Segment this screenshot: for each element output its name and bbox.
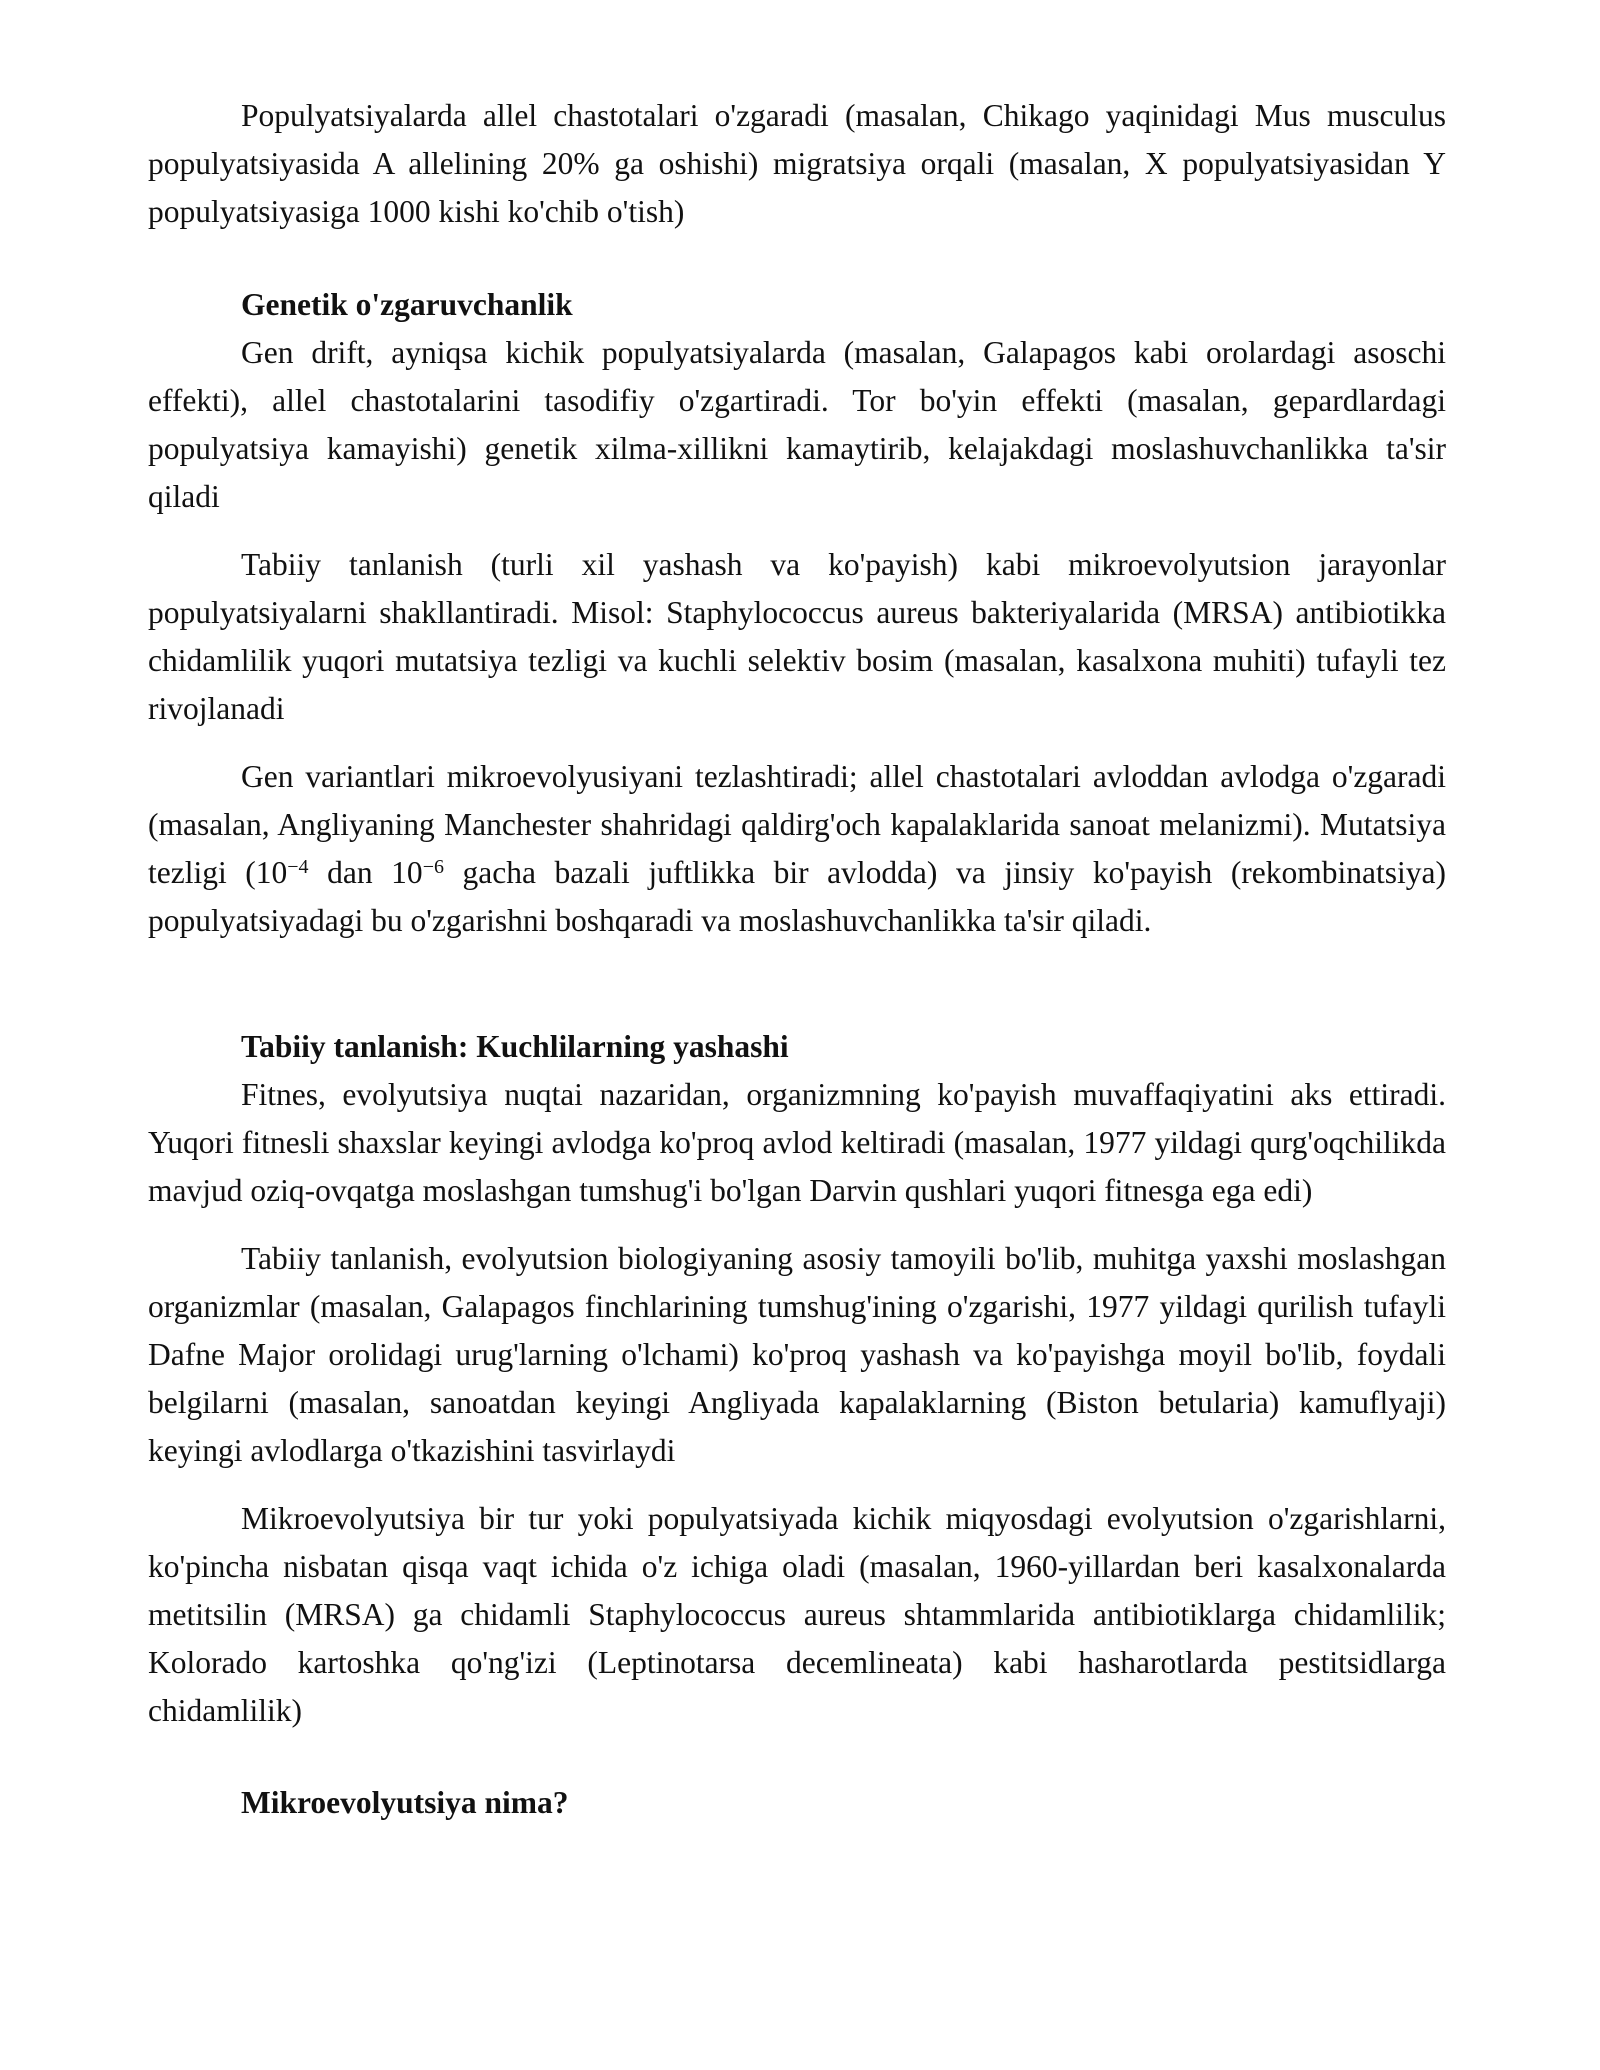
- paragraph-gene-variants-part-3: gacha bazali juftlikka bir avlodda) va jinsiy ko'payish (rekombinatsiya) populyatsiyadagi bu o'zgarishni boshqaradi va moslashuvchanlikka ta'sir qiladi.: [148, 855, 1446, 938]
- heading-genetic-variation: Genetik o'zgaruvchanlik: [241, 287, 573, 322]
- heading-what-is-microevolution: Mikroevolyutsiya nima?: [241, 1785, 569, 1820]
- exponent-minus-4: −4: [287, 856, 309, 878]
- document-page: [148, 92, 1446, 1827]
- exponent-minus-6: −6: [422, 856, 444, 878]
- paragraph-gene-variants: [148, 753, 1446, 945]
- heading-natural-selection: Tabiiy tanlanish: Kuchlilarning yashashi: [241, 1029, 789, 1064]
- paragraph-microevolution-definition: Mikroevolyutsiya bir tur yoki populyatsiyada kichik miqyosdagi evolyutsion o'zgarishlarni, ko'pincha nisbatan qisqa vaqt ichida o'z ichiga oladi (masalan, 1960-yillardan beri kasalxonalarda metitsilin (MRSA) ga chidamli Staphylococcus aureus shtammlarida antibiotiklarga chidamlilik; Kolorado kartoshka qo'ng'izi (Leptinotarsa decemlineata) kabi hasharotlarda pestitsidlarga chidamlilik): [148, 1501, 1446, 1728]
- paragraph-gene-drift: Gen drift, ayniqsa kichik populyatsiyalarda (masalan, Galapagos kabi orolardagi asoschi effekti), allel chastotalarini tasodifiy o'zgartiradi. Tor bo'yin effekti (masalan, gepardlardagi populyatsiya kamayishi) genetik xilma-xillikni kamaytirib, kelajakdagi moslashuvchanlikka ta'sir qiladi: [148, 335, 1446, 514]
- paragraph-fitness: Fitnes, evolyutsiya nuqtai nazaridan, organizmning ko'payish muvaffaqiyatini aks ettiradi. Yuqori fitnesli shaxslar keyingi avlodga ko'proq avlod keltiradi (masalan, 1977 yildagi qurg'oqchilikda mavjud oziq-ovqatga moslashgan tumshug'i bo'lgan Darvin qushlari yuqori fitnesga ega edi): [148, 1077, 1446, 1208]
- paragraph-microevolution-processes: Tabiiy tanlanish (turli xil yashash va ko'payish) kabi mikroevolyutsion jarayonlar populyatsiyalarni shakllantiradi. Misol: Staphylococcus aureus bakteriyalarida (MRSA) antibiotikka chidamlilik yuqori mutatsiya tezligi va kuchli selektiv bosim (masalan, kasalxona muhiti) tufayli tez rivojlanadi: [148, 547, 1446, 726]
- paragraph-migration: Populyatsiyalarda allel chastotalari o'zgaradi (masalan, Chikago yaqinidagi Mus musculus populyatsiyasida A allelining 20% ga oshishi) migratsiya orqali (masalan, X populyatsiyasidan Y populyatsiyasiga 1000 kishi ko'chib o'tish): [148, 98, 1446, 229]
- paragraph-gene-variants-part-2: dan 10: [308, 855, 423, 890]
- paragraph-natural-selection: Tabiiy tanlanish, evolyutsion biologiyaning asosiy tamoyili bo'lib, muhitga yaxshi moslashgan organizmlar (masalan, Galapagos finchlarining tumshug'ining o'zgarishi, 1977 yildagi qurilish tufayli Dafne Major orolidagi urug'larning o'lchami) ko'proq yashash va ko'payishga moyil bo'lib, foydali belgilarni (masalan, sanoatdan keyingi Angliyada kapalaklarning (Biston betularia) kamuflyaji) keyingi avlodlarga o'tkazishini tasvirlaydi: [148, 1241, 1446, 1468]
- paragraph-gene-variants-part-1: Gen variantlari mikroevolyusiyani tezlashtiradi; allel chastotalari avloddan avlodga o'zgaradi (masalan, Angliyaning Manchester shahridagi qaldirg'och kapalaklarida sanoat melanizmi). Mutatsiya tezligi (10: [148, 759, 1446, 890]
